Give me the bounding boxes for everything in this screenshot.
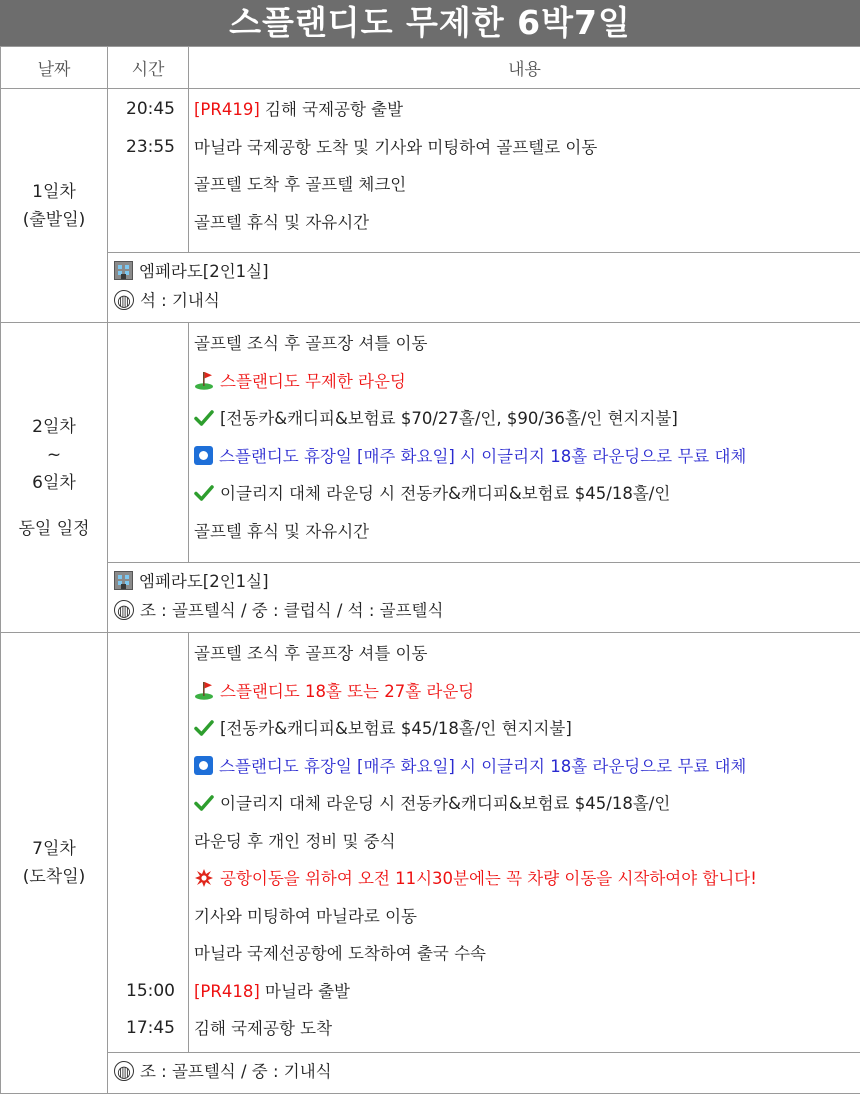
time-slot: 15:00	[126, 980, 175, 1001]
time-slot	[108, 823, 175, 861]
item-text: [전동카&캐디피&보험료 $45/18홀/인 현지지불]	[220, 719, 572, 738]
check-mark-icon	[194, 483, 214, 503]
time-slot	[108, 898, 175, 936]
time-slot	[108, 204, 175, 242]
list-item	[194, 91, 860, 129]
day2-label-line1: 2일차	[32, 416, 76, 437]
header-date: 날짜	[1, 47, 108, 89]
day2-content	[189, 323, 860, 563]
day2-info-row	[1, 563, 860, 633]
list-item: 골프텔 도착 후 골프텔 체크인	[194, 175, 407, 194]
time-slot	[108, 860, 175, 898]
hotel-icon	[114, 261, 133, 280]
itinerary-table	[0, 46, 860, 1094]
day7-label	[1, 633, 108, 1094]
item-text: 스플랜디도 휴장일 [매주 화요일] 시 이글리지 18홀 라운딩으로 무료 대체	[219, 756, 747, 776]
list-item: 라운딩 후 개인 정비 및 중식	[194, 831, 396, 851]
day1-label	[1, 89, 108, 323]
time-slot	[108, 785, 175, 823]
day7-info	[108, 1053, 860, 1094]
day1-info	[108, 253, 860, 323]
list-item	[194, 973, 860, 1011]
item-text: [전동카&캐디피&보험료 $70/27홀/인, $90/36홀/인 현지지불]	[220, 409, 678, 428]
page-title: 스플랜디도 무제한 6박7일	[0, 0, 860, 46]
meal-icon: ◍	[114, 1061, 134, 1081]
day2-label-line3: 6일차	[32, 472, 76, 493]
check-mark-icon	[194, 793, 214, 813]
list-item: 골프텔 조식 후 골프장 셔틀 이동	[194, 644, 428, 663]
list-item: 마닐라 국제선공항에 도착하여 출국 수속	[194, 944, 486, 963]
list-item	[194, 400, 860, 438]
list-item: 골프텔 휴식 및 자유시간	[194, 521, 370, 541]
list-item	[194, 860, 860, 898]
time-slot	[108, 673, 175, 711]
day2-schedule-row	[1, 323, 860, 563]
day1-label-line2: (출발일)	[22, 209, 86, 230]
list-item	[194, 748, 860, 786]
time-slot	[108, 935, 175, 973]
flight-code: [PR418]	[194, 981, 260, 1001]
golf-flag-icon	[194, 680, 214, 700]
list-item	[194, 438, 860, 476]
item-text: 스플랜디도 18홀 또는 27홀 라운딩	[220, 681, 475, 701]
day7-schedule-row	[1, 633, 860, 1053]
meal-line	[114, 286, 856, 315]
day2-label-line4: 동일 일정	[18, 518, 90, 539]
blue-square-icon	[194, 756, 213, 775]
item-text: 이글리지 대체 라운딩 시 전동카&캐디피&보험료 $45/18홀/인	[220, 484, 671, 503]
list-item	[194, 363, 860, 401]
time-slot	[108, 748, 175, 786]
header-content: 내용	[189, 47, 860, 89]
meal-text: 조 : 골프텔식 / 중 : 클럽식 / 석 : 골프텔식	[140, 601, 444, 620]
time-slot	[108, 635, 175, 673]
list-item: 마닐라 국제공항 도착 및 기사와 미팅하여 골프텔로 이동	[194, 137, 598, 157]
hotel-line	[114, 567, 856, 596]
day1-schedule-row	[1, 89, 860, 253]
day7-label-line2: (도착일)	[22, 867, 86, 887]
day7-label-line1: 7일차	[32, 839, 76, 859]
header-time: 시간	[108, 47, 189, 89]
meal-icon: ◍	[114, 290, 134, 310]
item-text: 스플랜디도 무제한 라운딩	[220, 371, 406, 391]
day2-times	[108, 323, 189, 563]
check-mark-icon	[194, 718, 214, 738]
day7-content	[189, 633, 860, 1053]
item-text: 스플랜디도 휴장일 [매주 화요일] 시 이글리지 18홀 라운딩으로 무료 대체	[219, 446, 747, 466]
time-slot: 17:45	[126, 1018, 175, 1038]
list-item	[194, 785, 860, 823]
day7-info-row	[1, 1053, 860, 1094]
day2-label	[1, 323, 108, 633]
hotel-text: 엠페라도[2인1실]	[139, 262, 269, 281]
item-text: 이글리지 대체 라운딩 시 전동카&캐디피&보험료 $45/18홀/인	[220, 794, 671, 813]
time-slot: 23:55	[126, 136, 175, 157]
day7-times	[108, 633, 189, 1053]
meal-text: 석 : 기내식	[140, 291, 220, 310]
hotel-line	[114, 257, 856, 286]
anger-icon	[194, 868, 214, 888]
header-row	[1, 47, 860, 89]
list-item: 김해 국제공항 도착	[194, 1019, 333, 1038]
meal-icon: ◍	[114, 600, 134, 620]
item-text: 김해 국제공항 출발	[259, 100, 404, 119]
check-mark-icon	[194, 408, 214, 428]
flight-code: [PR419]	[194, 100, 260, 119]
day1-times	[108, 89, 189, 253]
blue-square-icon	[194, 446, 213, 465]
day1-label-line1: 1일차	[32, 181, 76, 202]
golf-flag-icon	[194, 370, 214, 390]
item-text: 마닐라 출발	[259, 981, 350, 1001]
time-slot	[108, 166, 175, 204]
day1-info-row	[1, 253, 860, 323]
meal-text: 조 : 골프텔식 / 중 : 기내식	[140, 1062, 332, 1081]
list-item: 기사와 미팅하여 마닐라로 이동	[194, 906, 417, 926]
list-item	[194, 673, 860, 711]
item-text: 공항이동을 위하여 오전 11시30분에는 꼭 차량 이동을 시작하여야 합니다!	[220, 869, 757, 888]
meal-line	[114, 596, 856, 625]
list-item: 골프텔 조식 후 골프장 셔틀 이동	[194, 334, 428, 353]
day2-label-line2: ~	[46, 444, 62, 465]
day1-content	[189, 89, 860, 253]
time-slot	[108, 710, 175, 748]
time-slot: 20:45	[126, 99, 175, 119]
list-item: 골프텔 휴식 및 자유시간	[194, 212, 370, 232]
meal-line	[114, 1057, 856, 1086]
list-item	[194, 710, 860, 748]
hotel-text: 엠페라도[2인1실]	[139, 572, 269, 591]
list-item	[194, 475, 860, 513]
hotel-icon	[114, 571, 133, 590]
day2-info	[108, 563, 860, 633]
